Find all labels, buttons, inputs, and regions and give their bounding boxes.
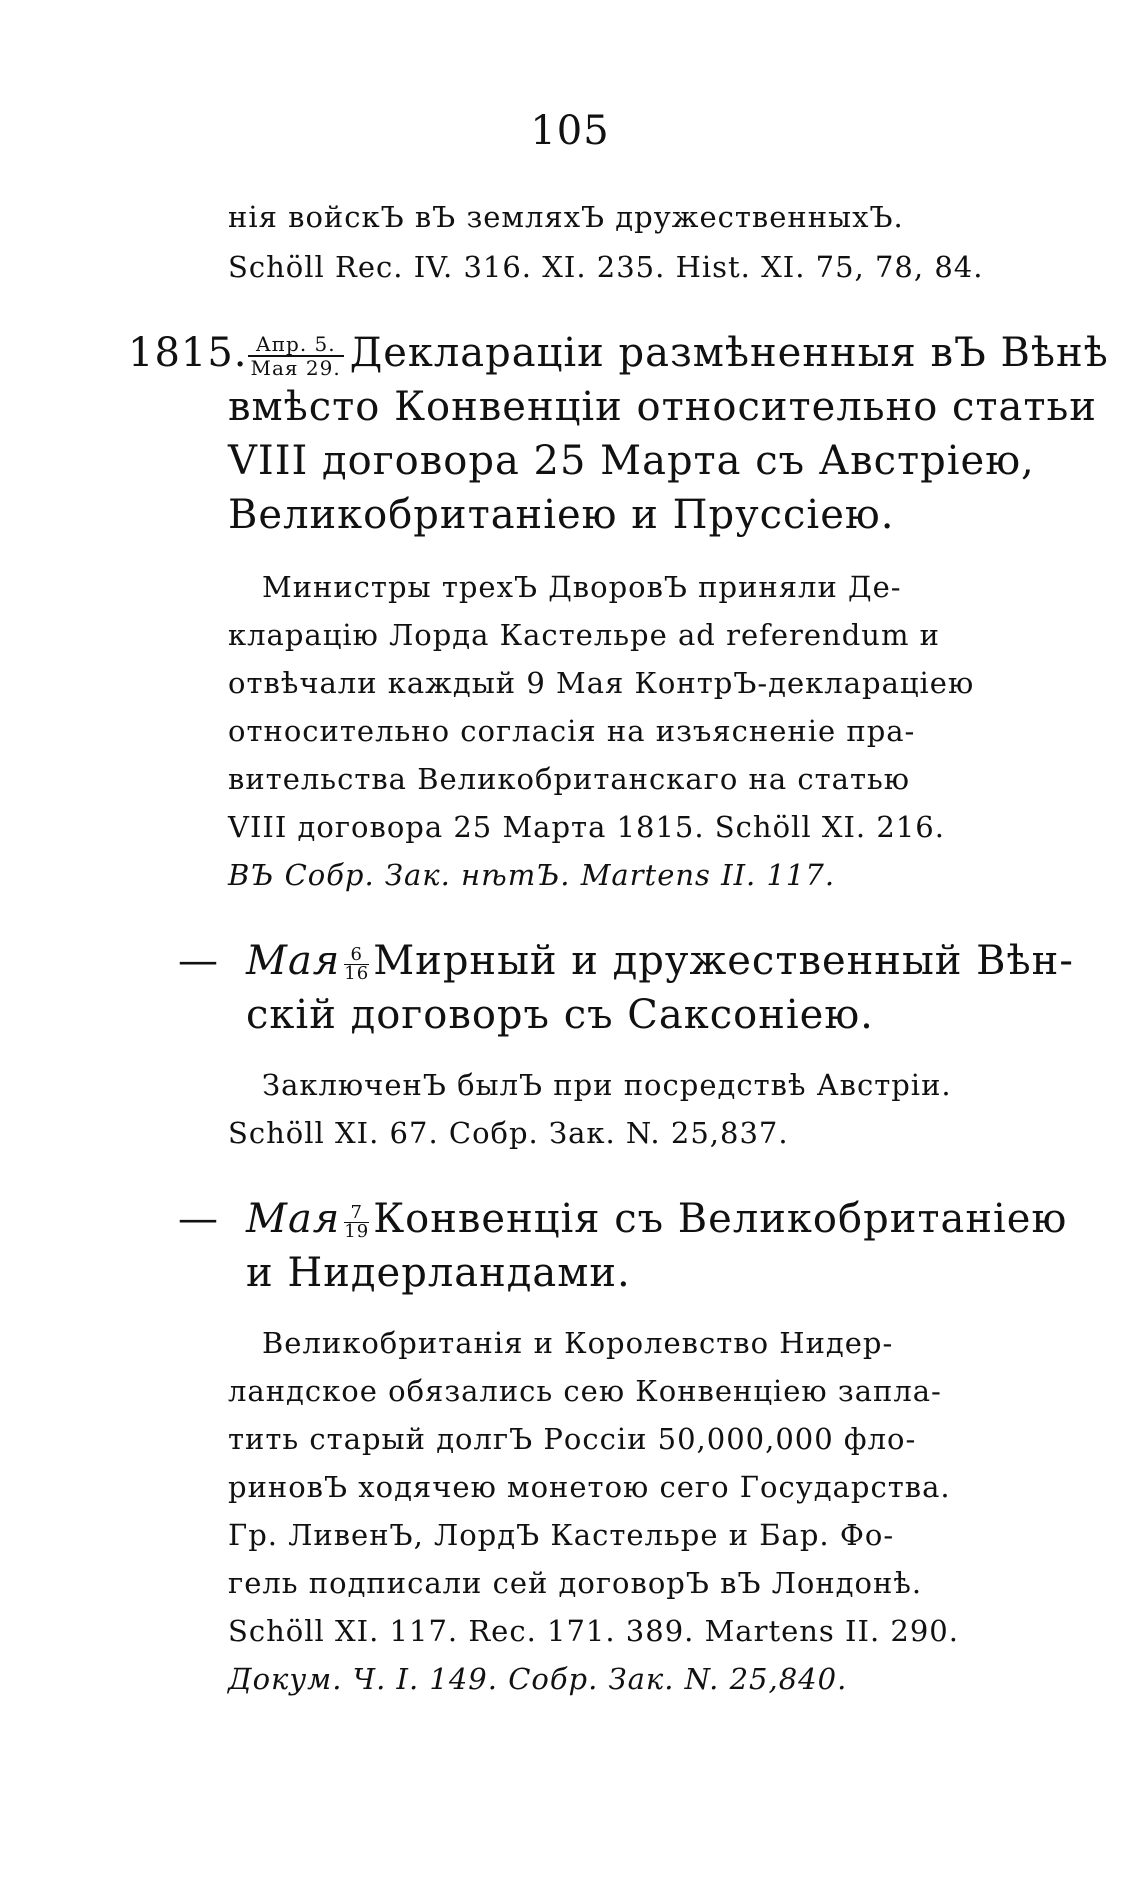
entry-1-body-line-5: вительства Великобританскаго на статью	[228, 762, 911, 796]
entry-1-body-line-2: кларацію Лорда Кастельре ad referendum и	[228, 618, 940, 652]
entry-2-heading-line-2: скій договоръ съ Саксоніею.	[246, 992, 874, 1038]
entry-3-body-line-7: Schöll XI. 117. Rec. 171. 389. Martens II. 290.	[228, 1614, 959, 1648]
entry-1-header	[128, 330, 1109, 379]
entry-1-body-line-3: отвѣчали каждый 9 Мая КонтрЪ-деклараціею	[228, 666, 975, 700]
entry-2-date	[344, 943, 370, 984]
entry-1-body-line-4: относительно согласія на изъясненіе пра-	[228, 714, 916, 748]
entry-3-date-top: 7	[350, 1201, 363, 1223]
entry-3-body-line-1: Великобританія и Королевство Нидер-	[262, 1326, 894, 1360]
entry-3-body-line-6: гель подписали сей договорЪ вЪ Лондонѣ.	[228, 1566, 923, 1600]
entry-3-month: Мая	[246, 1196, 341, 1242]
entry-1-body-line-7: ВЪ Собр. Зак. нѣтЪ. Martens II. 117.	[228, 858, 836, 892]
entry-1-heading-line-1: Деклараціи размѣненныя вЪ Вѣнѣ	[349, 330, 1109, 376]
entry-2-date-top: 6	[350, 943, 363, 965]
entry-3-heading-line-2: и Нидерландами.	[246, 1250, 631, 1296]
entry-3-date-bottom: 19	[344, 1220, 370, 1242]
entry-2-month: Мая	[246, 938, 341, 984]
entry-3-dash: —	[178, 1196, 219, 1242]
entry-2-body-line-1: ЗаключенЪ былЪ при посредствѣ Австріи.	[262, 1068, 952, 1102]
entry-2-body-line-2: Schöll XI. 67. Собр. Зак. N. 25,837.	[228, 1116, 789, 1150]
entry-3-heading-line-1: Конвенція съ Великобританіею	[373, 1196, 1068, 1242]
entry-3-date	[344, 1201, 370, 1242]
entry-3-body-line-8: Докум. Ч. I. 149. Собр. Зак. N. 25,840.	[228, 1662, 848, 1696]
entry-2-date-bottom: 16	[344, 962, 370, 984]
entry-1-body-line-6: VIII договора 25 Марта 1815. Schöll XI. 216.	[228, 810, 945, 844]
entry-1-year: 1815.	[128, 330, 248, 376]
entry-1-heading-line-4: Великобританіею и Пруссіею.	[228, 492, 895, 538]
entry-1-date	[248, 333, 344, 379]
entry-1-heading-line-2: вмѣсто Конвенціи относительно статьи	[228, 384, 1097, 430]
entry-2-heading-line-1: Мирный и дружественный Вѣн-	[373, 938, 1074, 984]
entry-1-date-bottom: Мая 29.	[250, 356, 341, 380]
entry-3-body-line-4: риновЪ ходячею монетою сего Государства.	[228, 1470, 951, 1504]
entry-2-dash: —	[178, 938, 219, 984]
page-number: 105	[530, 108, 610, 154]
entry-2-header	[178, 938, 1074, 984]
entry-3-body-line-3: тить старый долгЪ Россіи 50,000,000 фло-	[228, 1422, 917, 1456]
entry-1-date-top: Апр. 5.	[248, 333, 344, 357]
entry-3-body-line-2: ландское обязались сею Конвенціею запла-	[228, 1374, 942, 1408]
entry-3-body-line-5: Гр. ЛивенЪ, ЛордЪ Кастельре и Бар. Фо-	[228, 1518, 895, 1552]
entry-3-header	[178, 1196, 1067, 1242]
top-line-1: нія войскЪ вЪ земляхЪ дружественныхЪ.	[228, 200, 904, 234]
entry-1-body-line-1: Министры трехЪ ДворовЪ приняли Де-	[262, 570, 902, 604]
top-line-2: Schöll Rec. IV. 316. XI. 235. Hist. XI. 75, 78, 84.	[228, 250, 984, 284]
entry-1-heading-line-3: VIII договора 25 Марта съ Австріею,	[228, 438, 1035, 484]
